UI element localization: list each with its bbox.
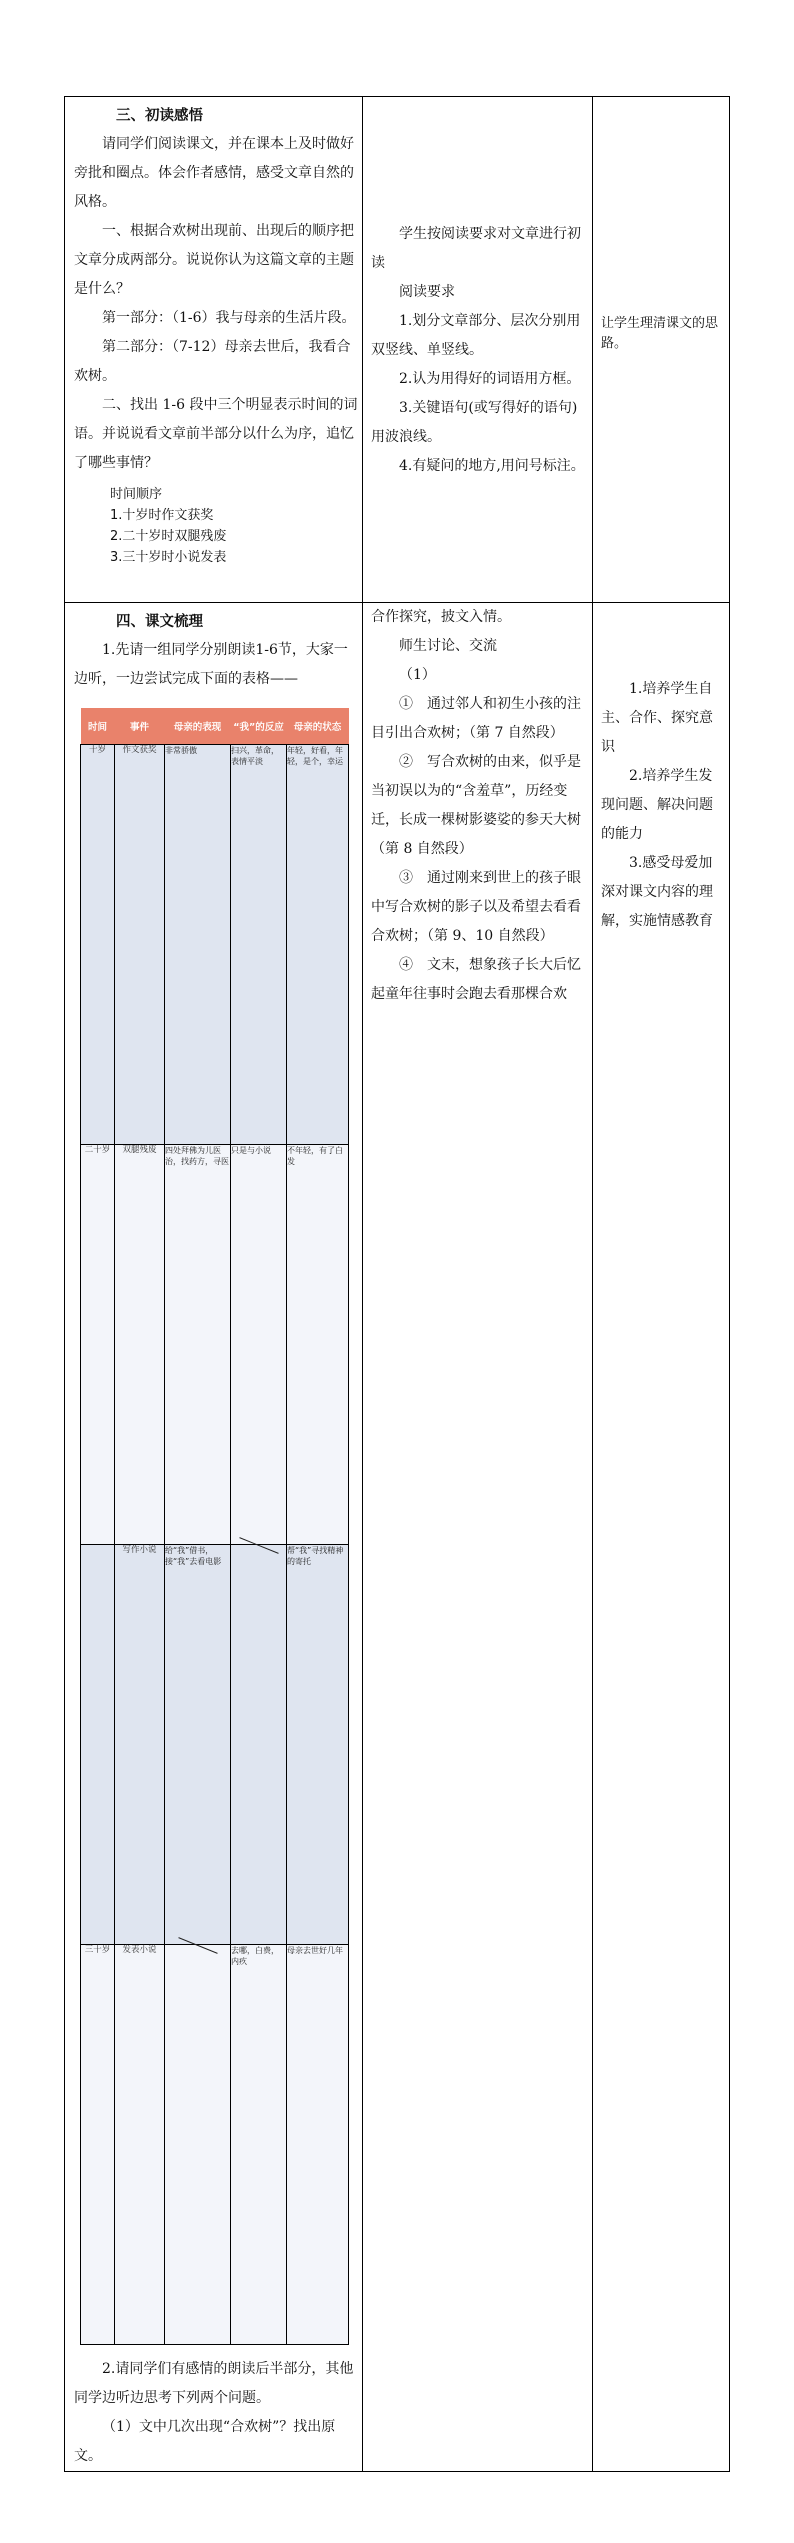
paragraph: 2.请同学们有感情的朗读后半部分，其他同学边听边思考下列两个问题。 bbox=[74, 2361, 354, 2406]
lesson-plan-table bbox=[64, 96, 730, 2472]
paragraph: 一、根据合欢树出现前、出现后的顺序把文章分成两部分。说说你认为这篇文章的主题是什么？ bbox=[74, 223, 354, 297]
table-cell: 扫兴，革命，表情平淡 bbox=[231, 745, 287, 1145]
paragraph: （1） bbox=[399, 667, 436, 683]
paragraph: 阅读要求 bbox=[399, 284, 455, 300]
table-cell: 给“我”借书，接“我”去看电影 bbox=[165, 1545, 231, 1945]
paragraph: 二、找出 1-6 段中三个明显表示时间的词语。并说说看文章前半部分以什么为序，追忆了哪些事情？ bbox=[74, 397, 358, 471]
student-activity-cell bbox=[363, 97, 593, 603]
list-item: 3.关键语句(或写得好的语句)用波浪线。 bbox=[371, 400, 578, 445]
table-row bbox=[81, 745, 349, 1145]
table-cell: 写作小说 bbox=[115, 1545, 165, 1945]
list-item: 3.感受母爱加深对课文内容的理解，实施情感教育 bbox=[601, 855, 713, 929]
table-cell: 四处拜佛为儿医治，找药方，寻医 bbox=[165, 1145, 231, 1545]
list-item: 4.有疑问的地方,用问号标注。 bbox=[399, 458, 585, 474]
paragraph: 让学生理清课文的思路。 bbox=[601, 316, 719, 351]
table-row bbox=[81, 1145, 349, 1545]
table-cell-slash bbox=[231, 1545, 287, 1945]
table-cell: 三十岁 bbox=[81, 1945, 115, 2345]
list-item: 2.二十岁时双腿残废 bbox=[110, 529, 227, 544]
student-activity-cell bbox=[363, 603, 593, 2472]
table-row bbox=[81, 1945, 349, 2345]
table-cell: 不年轻，有了白发 bbox=[287, 1145, 349, 1545]
table-cell: 十岁 bbox=[81, 745, 115, 1145]
design-intent-cell bbox=[593, 97, 730, 603]
paragraph: 师生讨论、交流 bbox=[399, 638, 497, 654]
table-cell: 去哪，白费，内疚 bbox=[231, 1945, 287, 2345]
table-header: “我”的反应 bbox=[231, 708, 287, 745]
table-cell: 只是与小说 bbox=[231, 1145, 287, 1545]
list-item: ② 写合欢树的由来，似乎是当初误以为的“含羞草”，历经变迁，长成一棵树影婆娑的参天大树（第 8 自然段） bbox=[371, 754, 581, 857]
table-cell: 发表小说 bbox=[115, 1945, 165, 2345]
design-intent-cell bbox=[593, 603, 730, 2472]
paragraph: 学生按阅读要求对文章进行初读 bbox=[371, 226, 581, 271]
section-heading: 三、初读感悟 bbox=[116, 107, 203, 124]
table-header: 母亲的表现 bbox=[165, 708, 231, 745]
table-row bbox=[65, 97, 730, 603]
list-item: 2.认为用得好的词语用方框。 bbox=[399, 371, 581, 387]
teaching-content-cell bbox=[65, 97, 363, 603]
list-item: 1.划分文章部分、层次分别用双竖线、单竖线。 bbox=[371, 313, 581, 358]
list-title: 时间顺序 bbox=[110, 487, 163, 502]
list-item: 1.培养学生自主、合作、探究意识 bbox=[601, 681, 713, 755]
paragraph: 请同学们阅读课文，并在课本上及时做好旁批和圈点。体会作者感情，感受文章自然的风格。 bbox=[74, 136, 354, 210]
section-heading: 四、课文梳理 bbox=[116, 613, 203, 630]
teaching-content-cell bbox=[65, 603, 363, 2472]
table-cell: 帮“我”寻找精神的寄托 bbox=[287, 1545, 349, 1945]
list-item: 1.十岁时作文获奖 bbox=[110, 508, 214, 523]
list-item: 3.三十岁时小说发表 bbox=[110, 550, 227, 565]
table-cell bbox=[81, 1545, 115, 1945]
paragraph: 第一部分：（1-6）我与母亲的生活片段。 bbox=[102, 310, 356, 326]
table-header: 时间 bbox=[81, 708, 115, 745]
list-item: 2.培养学生发现问题、解决问题的能力 bbox=[601, 768, 713, 842]
table-cell: 非常骄傲 bbox=[165, 745, 231, 1145]
table-cell: 母亲去世好几年 bbox=[287, 1945, 349, 2345]
table-cell: 作文获奖 bbox=[115, 745, 165, 1145]
analysis-table-image bbox=[80, 708, 349, 2345]
table-cell-slash bbox=[165, 1945, 231, 2345]
paragraph: 第二部分：（7-12）母亲去世后，我看合欢树。 bbox=[74, 339, 351, 384]
paragraph: （1）文中几次出现“合欢树”？找出原文。 bbox=[74, 2419, 336, 2464]
paragraph: 1.先请一组同学分别朗读1-6节，大家一边听，一边尝试完成下面的表格—— bbox=[74, 642, 348, 687]
table-row bbox=[81, 1545, 349, 1945]
table-cell: 双腿残废 bbox=[115, 1145, 165, 1545]
table-row bbox=[65, 603, 730, 2472]
list-item: ① 通过邻人和初生小孩的注目引出合欢树；（第 7 自然段） bbox=[371, 696, 581, 741]
table-header: 母亲的状态 bbox=[287, 708, 349, 745]
table-cell: 二十岁 bbox=[81, 1145, 115, 1545]
list-item: ③ 通过刚来到世上的孩子眼中写合欢树的影子以及希望去看看合欢树；（第 9、10 自然段） bbox=[371, 870, 581, 944]
table-header: 事件 bbox=[115, 708, 165, 745]
table-cell: 年轻，好看，年轻，是个，幸运 bbox=[287, 745, 349, 1145]
paragraph: 合作探究，披文入情。 bbox=[371, 609, 511, 625]
list-item: ④ 文末，想象孩子长大后忆起童年往事时会跑去看那棵合欢 bbox=[371, 957, 581, 1002]
